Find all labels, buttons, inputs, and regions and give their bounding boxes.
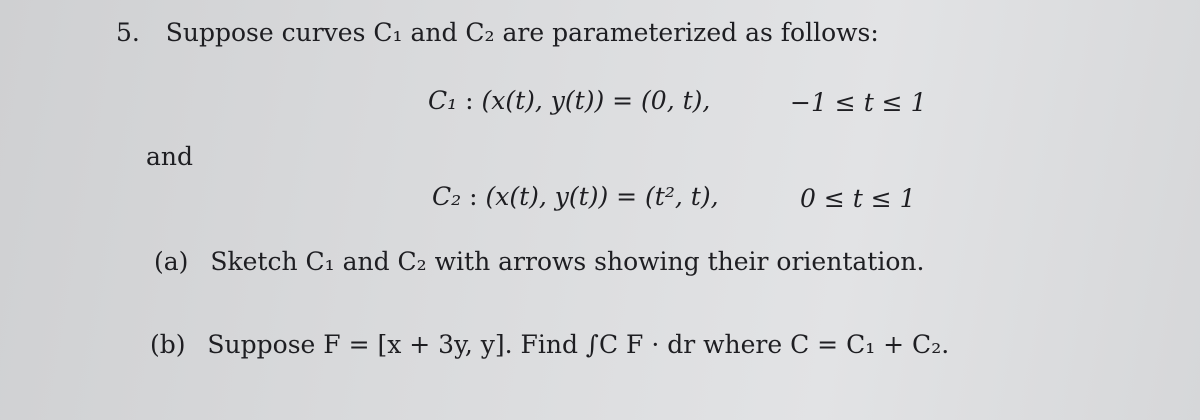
connector-and: and (146, 142, 194, 171)
problem-number: 5. (116, 18, 140, 47)
part-a-label: (a) (154, 247, 189, 276)
c2-name: C₂ (432, 182, 462, 211)
c1-range: −1 ≤ t ≤ 1 (790, 88, 927, 117)
part-b-text: Suppose F = [x + 3y, y]. Find ∫C F · dr where C = C₁ + C₂. (207, 330, 950, 359)
problem-intro-line (116, 18, 879, 47)
c1-equation: C₁ : (x(t), y(t)) = (0, t), (428, 86, 711, 115)
c1-param: (x(t), y(t)) = (0, t), (481, 86, 711, 115)
part-a-text: Sketch C₁ and C₂ with arrows showing their orientation. (210, 247, 925, 276)
c1-name: C₁ (428, 86, 458, 115)
part-b (150, 330, 949, 359)
problem-intro-text: Suppose curves C₁ and C₂ are parameterized as follows: (165, 18, 879, 47)
c2-equation: C₂ : (x(t), y(t)) = (t², t), (432, 182, 719, 211)
c2-param: (x(t), y(t)) = (t², t), (485, 182, 719, 211)
part-b-label: (b) (150, 330, 186, 359)
c2-range: 0 ≤ t ≤ 1 (800, 184, 916, 213)
part-a (154, 247, 924, 276)
